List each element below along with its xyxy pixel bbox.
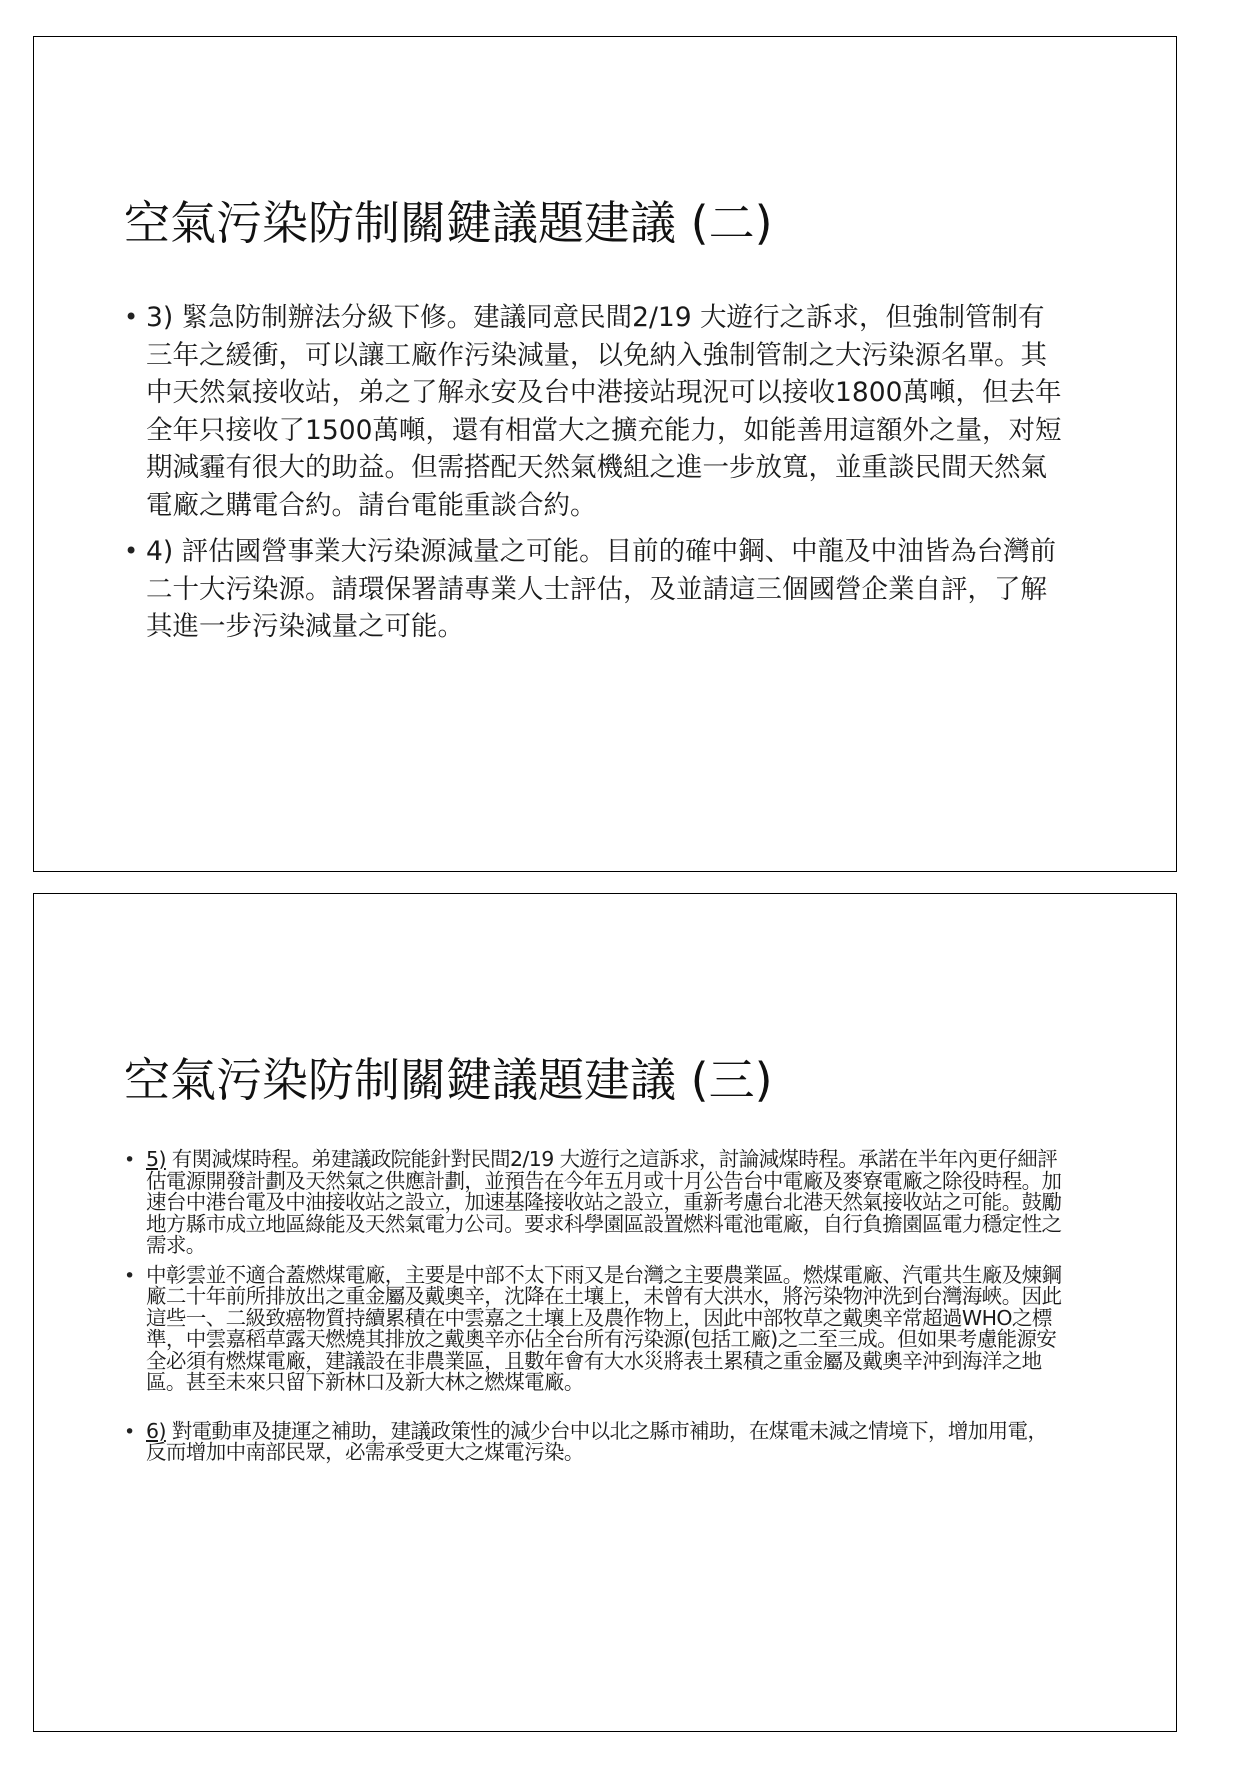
bullet-item	[124, 299, 1066, 524]
bullet-marker: •	[124, 1264, 135, 1287]
bullet-list	[124, 1149, 1066, 1472]
slide-title: 空氣污染防制關鍵議題建議 (二)	[124, 196, 773, 250]
bullet-number: 5)	[146, 1147, 166, 1171]
slide-title: 空氣污染防制關鍵議題建議 (三)	[124, 1053, 773, 1107]
bullet-number: 6)	[146, 1418, 166, 1443]
bullet-marker: •	[124, 1420, 135, 1443]
bullet-text: 3) 緊急防制辦法分級下修。建議同意民間2/19 大遊行之訴求，但強制管制有三年之緩衝，可以讓工廠作污染減量，以免納入強制管制之大污染源名單。其中天然氣接收站，弟之了解永安及台中港接站現況可以接收1800萬噸，但去年全年只接收了1500萬噸，還有相當大之擴充能力，如能善用這額外之量，对短期減霾有很大的助益。但需搭配天然氣機組之進一步放寬，並重談民間天然氣電廠之購電合約。請台電能重談合約。	[146, 302, 1062, 521]
bullet-list	[124, 299, 1066, 655]
bullet-item	[124, 533, 1066, 646]
bullet-text: 對電動車及捷運之補助，建議政策性的減少台中以北之縣市補助，在煤電未減之情境下，增加用電，反而增加中南部民眾，必需承受更大之煤電污染。	[146, 1418, 1048, 1464]
bullet-text: 中彰雲並不適合蓋燃煤電廠，主要是中部不太下雨又是台灣之主要農業區。燃煤電廠、汽電共生廠及煉鋼廠二十年前所排放出之重金屬及戴奧辛，沈降在土壤上，未曾有大洪水，將污染物沖洗到台灣海峽。因此這些一、二級致癌物質持續累積在中雲嘉之土壤上及農作物上，因此中部牧草之戴奧辛常超過WHO之標準，中雲嘉稻草露天燃燒其排放之戴奧辛亦佔全台所有污染源(包括工廠)之二至三成。但如果考慮能源安全必須有燃煤電廠，建議設在非農業區，且數年會有大水災將表土累積之重金屬及戴奧辛沖到海洋之地區。甚至未來只留下新林口及新大林之燃煤電廠。	[146, 1262, 1062, 1394]
bullet-marker: •	[124, 1149, 135, 1171]
slide-1	[33, 36, 1177, 872]
bullet-text: 4) 評估國營事業大污染源減量之可能。目前的確中鋼、中龍及中油皆為台灣前二十大污染源。請環保署請專業人士評估，及並請這三個國營企業自評，了解其進一步污染減量之可能。	[146, 536, 1057, 642]
bullet-item	[124, 1262, 1066, 1394]
bullet-item	[124, 1418, 1066, 1464]
bullet-marker: •	[124, 303, 139, 331]
slide-2	[33, 893, 1177, 1732]
bullet-item	[124, 1149, 1066, 1257]
bullet-text: 有関減煤時程。弟建議政院能針對民間2/19 大遊行之這訴求，討論減煤時程。承諾在半年內更仔細評估電源開發計劃及天然氣之供應計劃，並預告在今年五月或十月公告台中電廠及麥寮電廠之除役時程。加速台中港台電及中油接收站之設立，加速基隆接收站之設立，重新考慮台北港天然氣接收站之可能。鼓勵地方縣市成立地區綠能及天然氣電力公司。要求科學園區設置燃料電池電廠，自行負擔園區電力穩定性之需求。	[146, 1147, 1062, 1257]
bullet-marker: •	[124, 537, 139, 565]
